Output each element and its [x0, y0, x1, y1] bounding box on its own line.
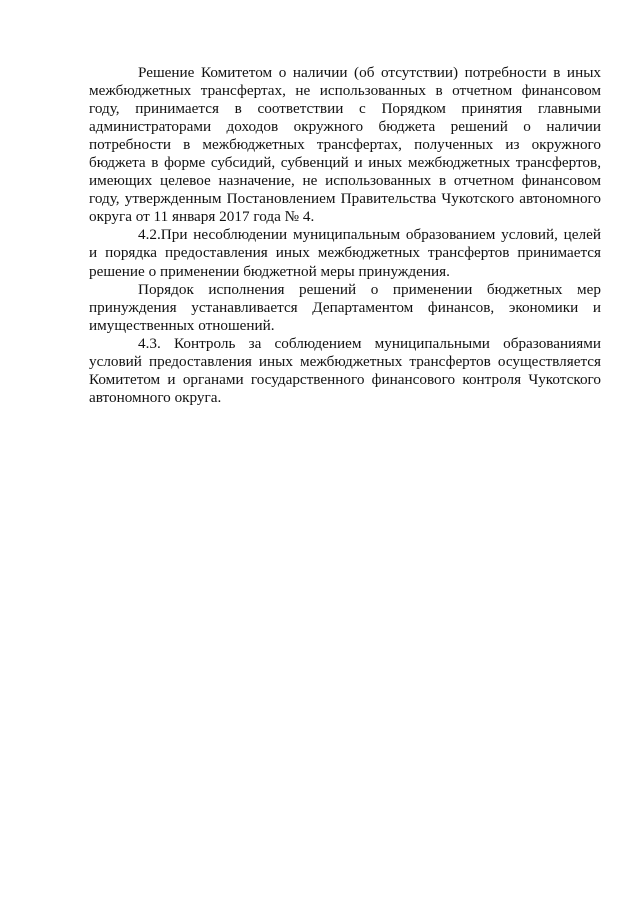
document-body [89, 64, 601, 407]
paragraph-enforcement-procedure: Порядок исполнения решений о применении бюджетных мер принуждения устанавливается Департаментом финансов, экономики и имущественных отношений. [89, 280, 601, 334]
paragraph-4-3: 4.3. Контроль за соблюдением муниципальными образованиями условий предоставления иных межбюджетных трансфертов осуществляется Комитетом и органами государственного финансового контроля Чукотского автономного округа. [89, 334, 601, 406]
paragraph-decision-on-transfers: Решение Комитетом о наличии (об отсутствии) потребности в иных межбюджетных трансфертах, не использованных в отчетном финансовом году, принимается в соответствии с Порядком принятия главными администраторами доходов окружного бюджета решений о наличии потребности в межбюджетных трансфертах, полученных из окружного бюджета в форме субсидий, субвенций и иных межбюджетных трансфертов, имеющих целевое назначение, не использованных в отчетном финансовом году, утвержденным Постановлением Правительства Чукотского автономного округа от 11 января 2017 года № 4. [89, 64, 601, 226]
paragraph-4-2: 4.2.При несоблюдении муниципальным образованием условий, целей и порядка предоставления иных межбюджетных трансфертов принимается решение о применении бюджетной меры принуждения. [89, 226, 601, 280]
